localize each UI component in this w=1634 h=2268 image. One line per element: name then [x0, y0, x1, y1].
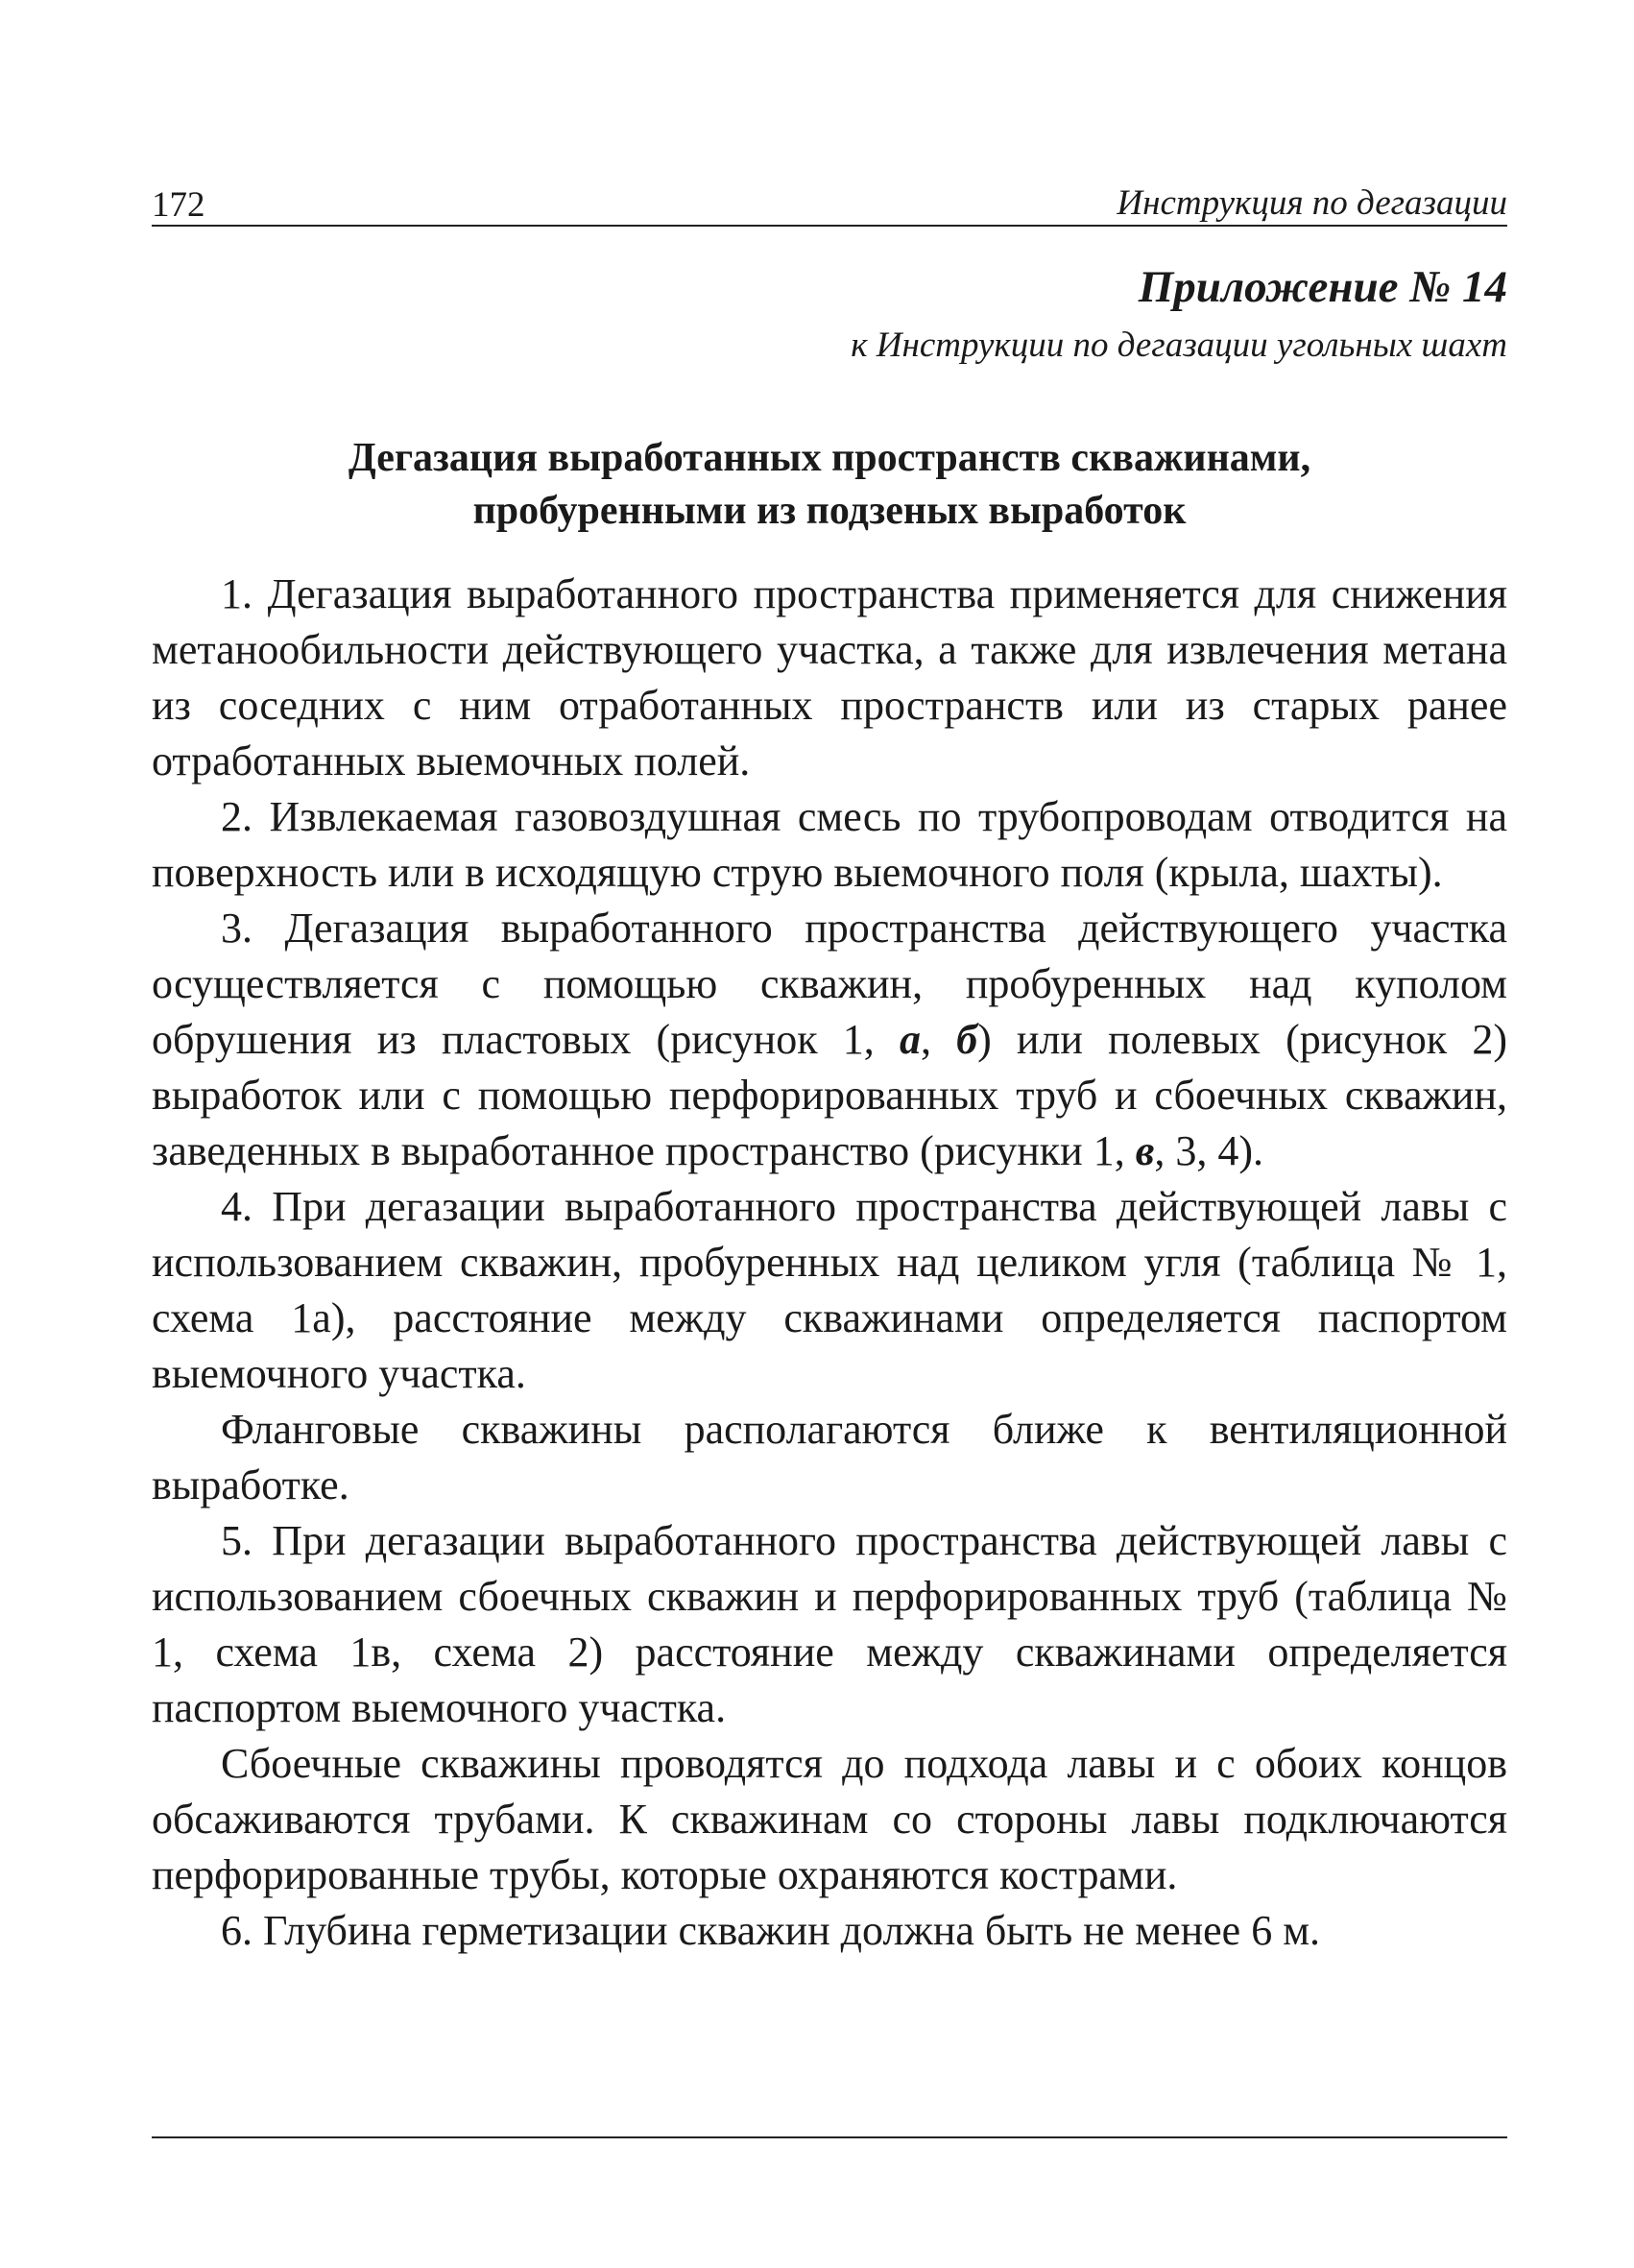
- paragraph-3-part-a: 3. Дегазация выработанного пространства действующего участка осуществляется с помощью скважин, пробуренных над куполом обрушения из пластовых (рисунок 1,: [152, 904, 1507, 1063]
- body-text: [152, 567, 1507, 1959]
- figure-ref-v: в: [1135, 1126, 1155, 1174]
- paragraph-3: [152, 901, 1507, 1179]
- running-title: Инструкция по дегазации: [1117, 183, 1507, 223]
- paragraph-5-continuation: Сбоечные скважины проводятся до подхода лавы и с обоих концов обсаживаются трубами. К скважинам со стороны лавы подключаются перфорированные трубы, которые охраняются кострами.: [152, 1739, 1507, 1898]
- appendix-block: [152, 261, 1507, 367]
- paragraph-3-part-c: , 3, 4).: [1154, 1126, 1264, 1174]
- paragraph-2: 2. Извлекаемая газовоздушная смесь по трубопроводам отводится на поверхность или в исходящую струю выемочного поля (крыла, шахты).: [152, 792, 1507, 896]
- figure-ref-b: б: [956, 1015, 978, 1063]
- appendix-title: Приложение № 14: [1138, 262, 1507, 312]
- appendix-subtitle: к Инструкции по дегазации угольных шахт: [851, 326, 1507, 366]
- paragraph-4-continuation: Фланговые скважины располагаются ближе к вентиляционной выработке.: [152, 1405, 1507, 1508]
- paragraph-3-part-b: ) или полевых (рисунок 2) выработок или с помощью перфорированных труб и сбоечных скважин, заведенных в выработанное пространство (рисунки 1,: [152, 1015, 1507, 1174]
- section-title: [152, 432, 1507, 537]
- section-title-line-1: Дегазация выработанных пространств скважинами,: [348, 436, 1311, 481]
- paragraph-4: 4. При дегазации выработанного пространства действующей лавы с использованием скважин, пробуренных над целиком угля (таблица № 1, схема 1а), расстояние между скважинами определяется паспортом выемочного участка.: [152, 1182, 1507, 1397]
- paragraph-5: 5. При дегазации выработанного пространства действующей лавы с использованием сбоечных скважин и перфорированных труб (таблица № 1, схема 1в, схема 2) расстояние между скважинами определяется паспортом выемочного участка.: [152, 1516, 1507, 1731]
- page-number: 172: [152, 185, 205, 225]
- bottom-rule: [152, 2136, 1507, 2138]
- paragraph-1: 1. Дегазация выработанного пространства применяется для снижения метанообильности действующего участка, а также для извлечения метана из соседних с ним отработанных пространств или из старых ранее отработанных выемочных полей.: [152, 569, 1507, 784]
- paragraph-6: 6. Глубина герметизации скважин должна быть не менее 6 м.: [221, 1906, 1321, 1954]
- figure-ref-a: а: [899, 1015, 921, 1063]
- section-title-line-2: пробуренными из подзеных выработок: [472, 489, 1187, 534]
- running-header: [152, 165, 1507, 227]
- document-page: [152, 165, 1507, 1959]
- paragraph-3-sep: ,: [920, 1015, 957, 1063]
